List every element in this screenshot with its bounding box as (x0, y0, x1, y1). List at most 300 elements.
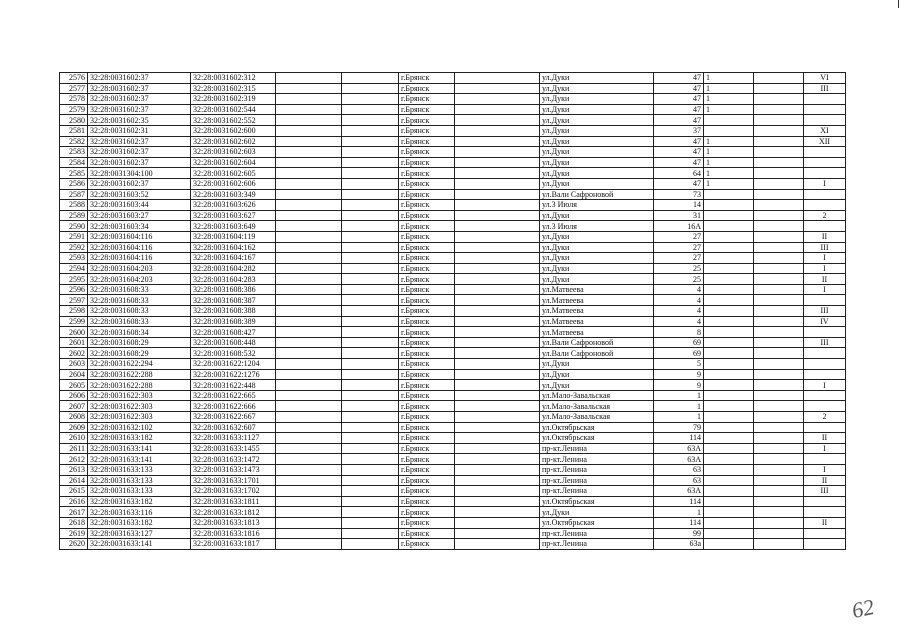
cell-blank-col-5 (342, 401, 399, 412)
cell-street: ул.Октябрьская (540, 433, 654, 444)
cell-street: пр-кт.Ленина (540, 486, 654, 497)
table-row (60, 73, 846, 84)
cell-blank-col-7 (455, 316, 540, 327)
cell-flat-number: I (804, 443, 846, 454)
cell-flat-number: III (804, 306, 846, 317)
cell-flat-number: XII (804, 136, 846, 147)
cell-city: г.Брянск (399, 295, 455, 306)
cell-city: г.Брянск (399, 231, 455, 242)
cell-city: г.Брянск (399, 422, 455, 433)
cell-blank-col-4 (276, 73, 342, 84)
cell-object-number: 32:28:0031622:667 (191, 412, 276, 423)
cell-blank-col-7 (455, 412, 540, 423)
cell-building: 1 (704, 157, 754, 168)
cell-blank-col-7 (455, 73, 540, 84)
cell-street: ул.Мало-Завальская (540, 412, 654, 423)
cell-street: ул.Матвеева (540, 306, 654, 317)
cell-object-number: 32:28:0031633:1816 (191, 528, 276, 539)
cell-blank-col-7 (455, 369, 540, 380)
cell-street: ул.Дуки (540, 83, 654, 94)
cell-object-number: 32:28:0031633:1817 (191, 539, 276, 550)
cell-object-number: 32:28:0031608:427 (191, 327, 276, 338)
cell-blank-col-7 (455, 147, 540, 158)
cell-object-number: 32:28:0031602:552 (191, 115, 276, 126)
cell-flat-number: 2 (804, 412, 846, 423)
cell-blank-col-7 (455, 210, 540, 221)
cell-blank-col-5 (342, 507, 399, 518)
cell-blank-col-4 (276, 284, 342, 295)
cell-house-number: 9 (654, 369, 704, 380)
cell-blank-col-7 (455, 507, 540, 518)
cell-blank-col-5 (342, 539, 399, 550)
cell-blank-col-7 (455, 528, 540, 539)
cell-city: г.Брянск (399, 454, 455, 465)
cell-street: ул.Дуки (540, 274, 654, 285)
cell-street: ул.Вали Сафроновой (540, 337, 654, 348)
cell-blank-col-11 (754, 443, 804, 454)
table-row (60, 210, 846, 221)
cell-row-number: 2595 (60, 274, 88, 285)
cell-blank-col-7 (455, 189, 540, 200)
table-row (60, 284, 846, 295)
cell-blank-col-5 (342, 412, 399, 423)
cell-blank-col-11 (754, 316, 804, 327)
cell-object-number: 32:28:0031603:626 (191, 200, 276, 211)
cell-house-number: 63А (654, 443, 704, 454)
cell-object-number: 32:28:0031608:389 (191, 316, 276, 327)
cell-city: г.Брянск (399, 115, 455, 126)
cell-land-parcel-number: 32:28:0031622:303 (88, 390, 191, 401)
cell-land-parcel-number: 32:28:0031602:35 (88, 115, 191, 126)
cell-land-parcel-number: 32:28:0031633:133 (88, 464, 191, 475)
cell-flat-number: I (804, 263, 846, 274)
cell-blank-col-4 (276, 253, 342, 264)
table-row (60, 486, 846, 497)
cell-row-number: 2587 (60, 189, 88, 200)
cell-house-number: 47 (654, 147, 704, 158)
table-row (60, 348, 846, 359)
cell-blank-col-5 (342, 390, 399, 401)
cell-row-number: 2604 (60, 369, 88, 380)
cell-building (704, 242, 754, 253)
cell-blank-col-7 (455, 125, 540, 136)
cell-blank-col-7 (455, 253, 540, 264)
cell-building: 1 (704, 178, 754, 189)
cell-land-parcel-number: 32:28:0031608:33 (88, 295, 191, 306)
cell-flat-number (804, 189, 846, 200)
cell-blank-col-11 (754, 359, 804, 370)
cell-blank-col-7 (455, 443, 540, 454)
cell-city: г.Брянск (399, 125, 455, 136)
cell-city: г.Брянск (399, 539, 455, 550)
cell-building: 1 (704, 104, 754, 115)
cell-blank-col-7 (455, 221, 540, 232)
cell-building (704, 327, 754, 338)
cell-building (704, 348, 754, 359)
cell-blank-col-4 (276, 231, 342, 242)
cell-blank-col-4 (276, 496, 342, 507)
cell-blank-col-11 (754, 168, 804, 179)
cell-blank-col-4 (276, 274, 342, 285)
cell-flat-number (804, 390, 846, 401)
table-row (60, 306, 846, 317)
table-row (60, 104, 846, 115)
cell-blank-col-7 (455, 380, 540, 391)
cell-building (704, 507, 754, 518)
cell-city: г.Брянск (399, 83, 455, 94)
cell-city: г.Брянск (399, 517, 455, 528)
cell-house-number: 47 (654, 157, 704, 168)
cell-building (704, 369, 754, 380)
cell-building (704, 253, 754, 264)
cell-blank-col-11 (754, 348, 804, 359)
cell-building (704, 284, 754, 295)
cell-blank-col-4 (276, 348, 342, 359)
cell-street: пр-кт.Ленина (540, 475, 654, 486)
cell-city: г.Брянск (399, 168, 455, 179)
cell-city: г.Брянск (399, 327, 455, 338)
cell-blank-col-5 (342, 422, 399, 433)
cell-house-number: 114 (654, 496, 704, 507)
cell-blank-col-4 (276, 83, 342, 94)
cell-blank-col-5 (342, 433, 399, 444)
cell-object-number: 32:28:0031602:605 (191, 168, 276, 179)
cell-land-parcel-number: 32:28:0031622:303 (88, 412, 191, 423)
cell-house-number: 63 (654, 464, 704, 475)
cell-house-number: 63А (654, 454, 704, 465)
cell-street: ул.Дуки (540, 380, 654, 391)
table-row (60, 528, 846, 539)
cell-blank-col-11 (754, 221, 804, 232)
cell-blank-col-7 (455, 83, 540, 94)
cell-blank-col-7 (455, 464, 540, 475)
cell-building (704, 115, 754, 126)
cell-flat-number (804, 94, 846, 105)
cell-blank-col-7 (455, 178, 540, 189)
cell-land-parcel-number: 32:28:0031633:141 (88, 454, 191, 465)
cell-object-number: 32:28:0031608:388 (191, 306, 276, 317)
cell-land-parcel-number: 32:28:0031622:288 (88, 380, 191, 391)
cell-object-number: 32:28:0031622:448 (191, 380, 276, 391)
cell-house-number: 25 (654, 274, 704, 285)
cell-building: 1 (704, 147, 754, 158)
cell-blank-col-11 (754, 253, 804, 264)
cell-flat-number (804, 295, 846, 306)
cell-row-number: 2582 (60, 136, 88, 147)
cell-blank-col-11 (754, 274, 804, 285)
table-row (60, 539, 846, 550)
cell-building (704, 210, 754, 221)
cell-street: ул.Дуки (540, 231, 654, 242)
cell-house-number: 16А (654, 221, 704, 232)
cell-flat-number: II (804, 274, 846, 285)
cell-house-number: 47 (654, 104, 704, 115)
cell-row-number: 2583 (60, 147, 88, 158)
cell-building (704, 443, 754, 454)
cell-house-number: 69 (654, 337, 704, 348)
cell-land-parcel-number: 32:28:0031603:44 (88, 200, 191, 211)
cell-object-number: 32:28:0031608:448 (191, 337, 276, 348)
cell-object-number: 32:28:0031622:665 (191, 390, 276, 401)
cell-house-number: 64 (654, 168, 704, 179)
cell-land-parcel-number: 32:28:0031608:29 (88, 348, 191, 359)
cell-land-parcel-number: 32:28:0031602:37 (88, 94, 191, 105)
cell-flat-number: 2 (804, 210, 846, 221)
cell-object-number: 32:28:0031633:1702 (191, 486, 276, 497)
cell-blank-col-5 (342, 263, 399, 274)
table-row (60, 147, 846, 158)
cell-object-number: 32:28:0031608:532 (191, 348, 276, 359)
table-row (60, 337, 846, 348)
table-row (60, 168, 846, 179)
cell-house-number: 1 (654, 401, 704, 412)
cell-blank-col-5 (342, 136, 399, 147)
cell-house-number: 99 (654, 528, 704, 539)
cell-house-number: 4 (654, 295, 704, 306)
cell-land-parcel-number: 32:28:0031604:116 (88, 242, 191, 253)
cell-building (704, 390, 754, 401)
cell-blank-col-11 (754, 507, 804, 518)
cell-blank-col-11 (754, 295, 804, 306)
cell-blank-col-5 (342, 242, 399, 253)
cell-blank-col-5 (342, 83, 399, 94)
cell-blank-col-5 (342, 284, 399, 295)
cell-blank-col-7 (455, 295, 540, 306)
register-body (60, 73, 846, 550)
cell-blank-col-5 (342, 369, 399, 380)
cell-street: ул.Дуки (540, 104, 654, 115)
cell-row-number: 2603 (60, 359, 88, 370)
cell-city: г.Брянск (399, 157, 455, 168)
cell-object-number: 32:28:0031622:1204 (191, 359, 276, 370)
cell-blank-col-4 (276, 369, 342, 380)
cell-object-number: 32:28:0031602:603 (191, 147, 276, 158)
page-edge-mark (898, 0, 899, 8)
cell-flat-number (804, 507, 846, 518)
cell-house-number: 1 (654, 412, 704, 423)
cell-city: г.Брянск (399, 496, 455, 507)
cell-blank-col-7 (455, 454, 540, 465)
cell-blank-col-4 (276, 221, 342, 232)
cell-row-number: 2610 (60, 433, 88, 444)
cell-blank-col-7 (455, 231, 540, 242)
cell-street: ул.Октябрьская (540, 496, 654, 507)
cell-row-number: 2590 (60, 221, 88, 232)
cell-row-number: 2608 (60, 412, 88, 423)
cell-street: ул.Дуки (540, 125, 654, 136)
cell-blank-col-7 (455, 337, 540, 348)
cell-building (704, 422, 754, 433)
cell-flat-number: I (804, 253, 846, 264)
cell-land-parcel-number: 32:28:0031633:182 (88, 433, 191, 444)
handwritten-page-number: 62 (849, 593, 877, 624)
cell-object-number: 32:28:0031633:1813 (191, 517, 276, 528)
table-row (60, 221, 846, 232)
cell-house-number: 9 (654, 380, 704, 391)
table-row (60, 390, 846, 401)
cell-city: г.Брянск (399, 200, 455, 211)
cell-blank-col-11 (754, 284, 804, 295)
cell-blank-col-11 (754, 263, 804, 274)
table-row (60, 94, 846, 105)
cell-blank-col-7 (455, 401, 540, 412)
cell-flat-number: II (804, 433, 846, 444)
cell-row-number: 2616 (60, 496, 88, 507)
cell-blank-col-4 (276, 295, 342, 306)
cell-house-number: 63а (654, 539, 704, 550)
cell-blank-col-5 (342, 147, 399, 158)
cell-house-number: 47 (654, 94, 704, 105)
cell-city: г.Брянск (399, 189, 455, 200)
cell-blank-col-4 (276, 210, 342, 221)
cell-city: г.Брянск (399, 136, 455, 147)
cell-house-number: 27 (654, 231, 704, 242)
cell-row-number: 2581 (60, 125, 88, 136)
cell-city: г.Брянск (399, 221, 455, 232)
cell-row-number: 2578 (60, 94, 88, 105)
cell-blank-col-7 (455, 136, 540, 147)
cell-building (704, 337, 754, 348)
table-row (60, 464, 846, 475)
cell-flat-number (804, 454, 846, 465)
cell-street: ул.Мало-Завальская (540, 401, 654, 412)
cell-blank-col-4 (276, 422, 342, 433)
table-row (60, 178, 846, 189)
cell-land-parcel-number: 32:28:0031608:33 (88, 284, 191, 295)
cell-land-parcel-number: 32:28:0031602:37 (88, 73, 191, 84)
cell-blank-col-4 (276, 528, 342, 539)
cell-object-number: 32:28:0031602:319 (191, 94, 276, 105)
table-row (60, 253, 846, 264)
cell-row-number: 2592 (60, 242, 88, 253)
cell-row-number: 2601 (60, 337, 88, 348)
cell-blank-col-5 (342, 274, 399, 285)
cell-city: г.Брянск (399, 210, 455, 221)
cell-blank-col-11 (754, 178, 804, 189)
cell-row-number: 2618 (60, 517, 88, 528)
cell-object-number: 32:28:0031633:1455 (191, 443, 276, 454)
cell-city: г.Брянск (399, 380, 455, 391)
cell-building (704, 412, 754, 423)
cell-land-parcel-number: 32:28:0031622:294 (88, 359, 191, 370)
cell-blank-col-4 (276, 200, 342, 211)
cell-blank-col-11 (754, 475, 804, 486)
table-row (60, 496, 846, 507)
cell-building (704, 274, 754, 285)
cell-row-number: 2605 (60, 380, 88, 391)
cell-blank-col-7 (455, 104, 540, 115)
table-row (60, 507, 846, 518)
cell-blank-col-7 (455, 348, 540, 359)
cell-blank-col-5 (342, 359, 399, 370)
cell-blank-col-5 (342, 348, 399, 359)
cell-object-number: 32:28:0031604:119 (191, 231, 276, 242)
cell-street: ул.Дуки (540, 242, 654, 253)
cell-blank-col-5 (342, 454, 399, 465)
cell-building (704, 189, 754, 200)
cell-row-number: 2607 (60, 401, 88, 412)
cell-street: пр-кт.Ленина (540, 464, 654, 475)
cell-city: г.Брянск (399, 316, 455, 327)
cell-object-number: 32:28:0031633:1127 (191, 433, 276, 444)
cell-blank-col-4 (276, 412, 342, 423)
cell-land-parcel-number: 32:28:0031633:141 (88, 443, 191, 454)
table-row (60, 380, 846, 391)
cell-city: г.Брянск (399, 464, 455, 475)
cell-object-number: 32:28:0031602:606 (191, 178, 276, 189)
cell-street: ул.Дуки (540, 210, 654, 221)
cell-street: ул.Дуки (540, 94, 654, 105)
table-row (60, 136, 846, 147)
cell-flat-number (804, 359, 846, 370)
cell-city: г.Брянск (399, 475, 455, 486)
cell-blank-col-7 (455, 390, 540, 401)
cell-land-parcel-number: 32:28:0031633:133 (88, 486, 191, 497)
cell-house-number: 37 (654, 125, 704, 136)
cell-city: г.Брянск (399, 73, 455, 84)
cell-city: г.Брянск (399, 369, 455, 380)
cell-object-number: 32:28:0031608:386 (191, 284, 276, 295)
cell-blank-col-11 (754, 539, 804, 550)
cell-blank-col-4 (276, 507, 342, 518)
table-row (60, 327, 846, 338)
cell-building (704, 221, 754, 232)
cell-blank-col-11 (754, 390, 804, 401)
cell-land-parcel-number: 32:28:0031633:141 (88, 539, 191, 550)
cell-blank-col-11 (754, 115, 804, 126)
cell-row-number: 2600 (60, 327, 88, 338)
cell-city: г.Брянск (399, 306, 455, 317)
cell-blank-col-11 (754, 306, 804, 317)
cell-city: г.Брянск (399, 528, 455, 539)
cell-blank-col-11 (754, 337, 804, 348)
cell-blank-col-7 (455, 263, 540, 274)
cell-blank-col-7 (455, 242, 540, 253)
cell-street: пр-кт.Ленина (540, 443, 654, 454)
cell-object-number: 32:28:0031603:349 (191, 189, 276, 200)
cell-flat-number: III (804, 337, 846, 348)
cell-blank-col-7 (455, 327, 540, 338)
cell-blank-col-11 (754, 528, 804, 539)
cell-city: г.Брянск (399, 147, 455, 158)
cell-object-number: 32:28:0031602:604 (191, 157, 276, 168)
cell-blank-col-5 (342, 327, 399, 338)
cell-flat-number: XI (804, 125, 846, 136)
cell-row-number: 2619 (60, 528, 88, 539)
cell-blank-col-5 (342, 517, 399, 528)
cell-building (704, 306, 754, 317)
cell-blank-col-5 (342, 475, 399, 486)
table-row (60, 475, 846, 486)
cell-blank-col-4 (276, 147, 342, 158)
cell-street: ул.Матвеева (540, 284, 654, 295)
cell-street: пр-кт.Ленина (540, 528, 654, 539)
cell-flat-number: I (804, 284, 846, 295)
cell-blank-col-4 (276, 189, 342, 200)
cell-land-parcel-number: 32:28:0031604:203 (88, 274, 191, 285)
cell-blank-col-4 (276, 242, 342, 253)
cell-street: ул.Дуки (540, 369, 654, 380)
cell-flat-number: II (804, 517, 846, 528)
cell-street: ул.Октябрьская (540, 422, 654, 433)
cell-blank-col-4 (276, 115, 342, 126)
cell-land-parcel-number: 32:28:0031604:116 (88, 253, 191, 264)
cell-street: ул.Дуки (540, 253, 654, 264)
cell-object-number: 32:28:0031633:1472 (191, 454, 276, 465)
cell-street: ул.Дуки (540, 263, 654, 274)
cell-city: г.Брянск (399, 486, 455, 497)
cell-land-parcel-number: 32:28:0031603:52 (88, 189, 191, 200)
